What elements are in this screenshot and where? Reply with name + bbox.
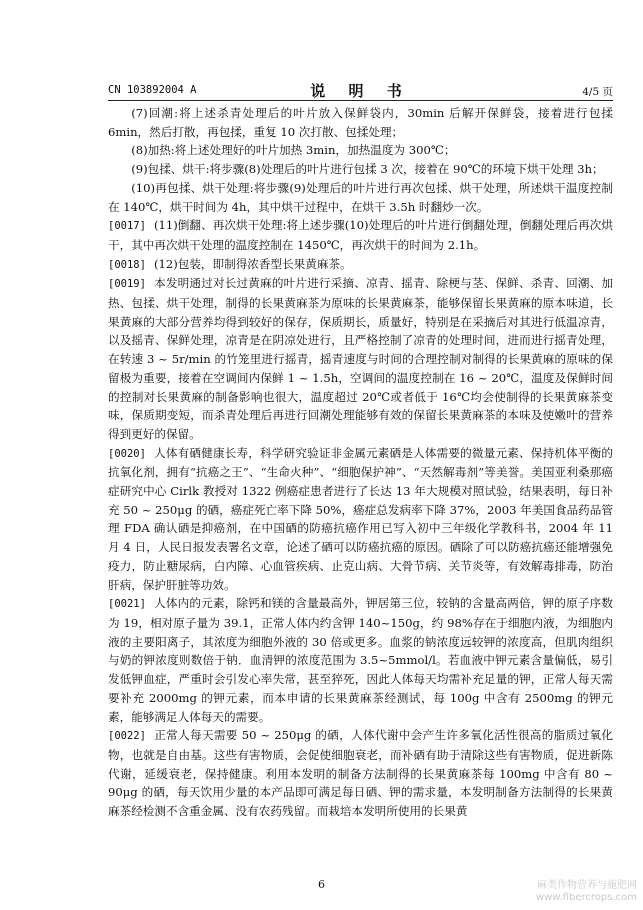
page-indicator: 4/5 页: [582, 86, 613, 98]
paragraph-step-9: (9)包揉、烘干:将步骤(8)处理后的叶片进行包揉 3 次，接着在 90℃的环境下烘干处理 3h；: [131, 162, 604, 177]
header-rule: [108, 100, 613, 101]
page-number: 6: [318, 878, 325, 891]
watermark: 麻类作物营养与施肥网 www.fibercrops.com: [535, 880, 637, 903]
paragraph-0021: [0021] 人体内的元素，除钙和镁的含量最高外，钾居第三位，较钠的含量高两倍，钾的原子序数为 19，相对原子量为 39.1，正常人体内约含钾 140~150g，约 98%存在于细胞内液，为细胞内液的主要阳离子，其浓度为细胞外液的 30 倍或更多。血浆的钠浓度远较钾的浓度高，但肌肉组织与奶的钾浓度则数倍于钠．血清钾的浓度范围为 3.5~5mmol/l。若血液中钾元素含量偏低，易引发低钾血症，严重时会引发心率失常，甚至猝死，因此人体每天均需补充足量的钾，正常人每天需要补充 2000mg 的钾元素，而本申请的长果黄麻茶经测试，每 100g 中含有 2500mg 的钾元素，能够满足人体每天的需要。: [108, 596, 613, 724]
paragraph-tag: [0019]: [108, 278, 146, 291]
paragraph-step-10: (10)再包揉、烘干处理:将步骤(9)处理后的叶片进行再次包揉、烘干处理，所述烘干温度控制在 140℃，烘干时间为 4h，其中烘干过程中，在烘干 3.5h 时翻炒一次。: [108, 180, 613, 214]
paragraph-tag: [0020]: [108, 447, 146, 460]
paragraph-0022: [0022] 正常人每天需要 50 ~ 250μg 的硒，人体代谢中会产生许多氧化活性很高的脂质过氧化物，也就是自由基。这些有害物质，会促使细胞衰老，而补硒有助于清除这些有害物质，促进新陈代谢，延缓衰老，保持健康。利用本发明的制备方法制得的长果黄麻茶每 100mg 中含有 80 ~ 90μg 的硒，每天饮用少量的本产品即可满足每日硒、钾的需求量，本发明制备方法制得的长果黄麻茶经检测不含重金属、没有农药残留。而栽培本发明所使用的长果黄: [108, 728, 613, 819]
paragraph-tag: [0021]: [108, 598, 146, 611]
page-header: [108, 80, 613, 100]
document-body: [108, 104, 613, 884]
paragraph-0020: [0020] 人体有硒健康长寿，科学研究验证非金属元素硒是人体需要的微量元素、保持机体平衡的抗氧化剂，拥有“抗癌之王”、“生命火种”、“细胞保护神”、“天然解毒剂”等美誉。美国亚利桑那癌症研究中心 Cirlk 教授对 1322 例癌症患者进行了长达 13 年大规模对照试验，结果表明，每日补充 50 ~ 250μg 的硒，癌症死亡率下降 50%，癌症总发病率下降 37%，2003 年美国食品药品管理 FDA 确认硒是抑癌剂，在中国硒的防癌抗癌作用已写入初中三年级化学教科书，2004 年 11 月 4 日，人民日报发表署名文章，论述了硒可以防癌抗癌的原因。硒除了可以防癌抗癌还能增强免疫力，防止糖尿病，白内障、心血管疾病、止克山病、大骨节病、关节炎等，有效解毒排毒，防治肝病，保护肝脏等功效。: [108, 445, 613, 592]
document-title: 说 明 书: [310, 82, 411, 100]
paragraph-tag: [0022]: [108, 730, 146, 743]
paragraph-tag: [0017]: [108, 220, 146, 233]
paragraph-step-8: (8)加热:将上述处理好的叶片加热 3min，加热温度为 300℃；: [131, 143, 456, 158]
paragraph-0017: [0017] (11)倒翻、再次烘干处理:将上述步骤(10)处理后的叶片进行倒翻处理，倒翻处理后再次烘干，其中再次烘干处理的温度控制在 1450℃，再次烘干的时间为 2.1h。: [108, 218, 613, 252]
paragraph-tag: [0018]: [108, 258, 146, 271]
paragraph-0018: [0018] (12)包装，即制得浓香型长果黄麻茶。: [108, 256, 352, 271]
publication-number: CN 103892004 A: [108, 84, 197, 96]
paragraph-step-7: (7)回潮:将上述杀青处理后的叶片放入保鲜袋内，30min 后解开保鲜袋，接着进行包揉 6min，然后打散，再包揉，重复 10 次打散、包揉处理；: [108, 106, 613, 139]
paragraph-0019: [0019] 本发明通过对长过黄麻的叶片进行采摘、凉青、摇青、除梗与茎、保鲜、杀青、回潮、加热、包揉、烘干处理，制得的长果黄麻茶为原味的长果黄麻茶，能够保留长果黄麻的原本味道，长果黄麻的大部分营养均得到较好的保存，保质期长，质量好，特别是在采摘后对其进行低温凉青，以及摇青、保鲜处理，凉青是在阴凉处进行，且严格控制了凉青的处理时间，进而进行摇青处理，在转速 3 ~ 5r/min 的竹笼里进行摇青，摇青速度与时间的合理控制对制得的长果黄麻的原味的保留极为重要，接着在空调间内保鲜 1 ~ 1.5h，空调间的温度控制在 16 ~ 20℃，温度及保鲜时间的控制对长果黄麻的制备影响也很大，温度超过 20℃或者低于 16℃均会使制得的长果黄麻茶变味，保质期变短，而杀青处理后再进行回潮处理能够有效的保留长果黄麻茶的本味及使嫩叶的营养得到更好的保留。: [108, 276, 613, 441]
